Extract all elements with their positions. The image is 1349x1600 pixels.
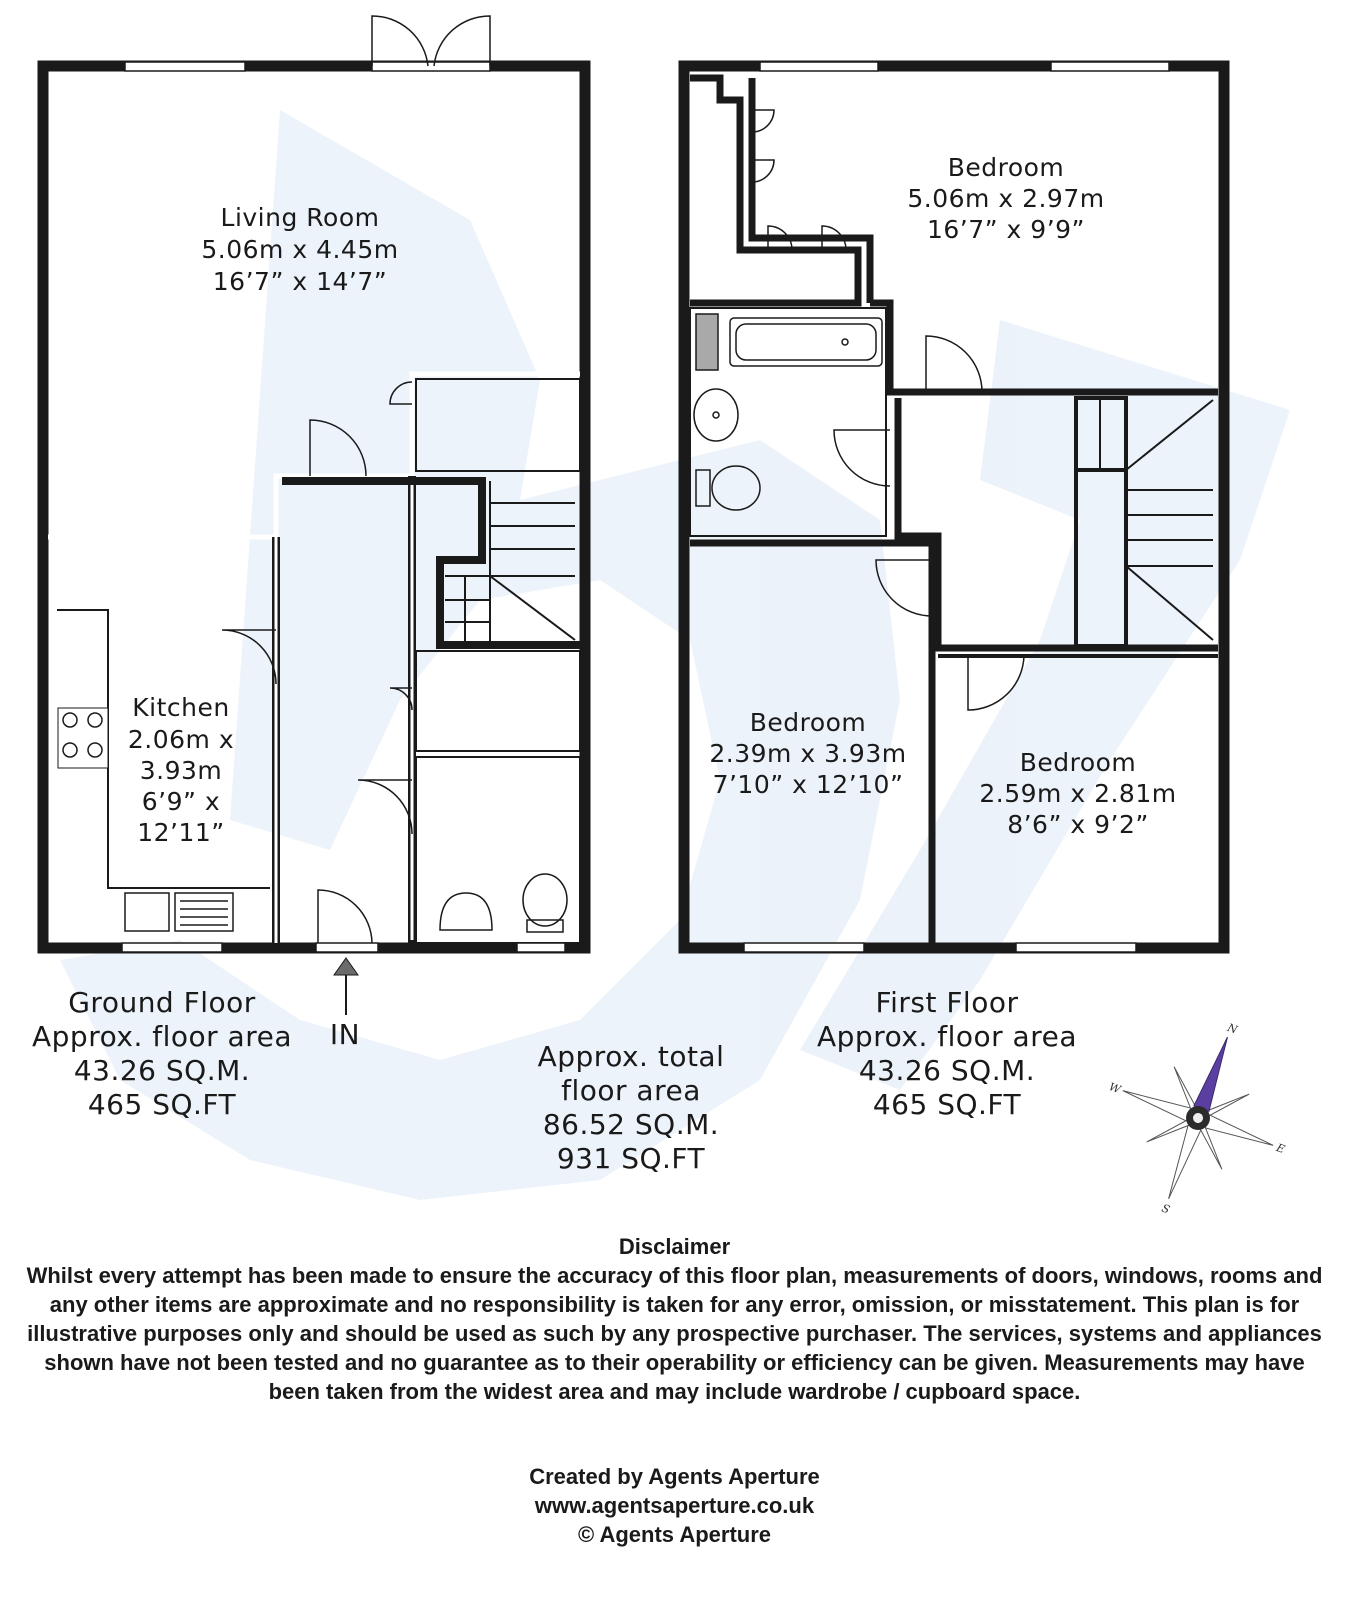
bath-icon — [696, 314, 882, 370]
credits-block — [0, 1462, 1349, 1549]
kitchen-metric-2: 3.93m — [139, 756, 223, 785]
cupboard — [416, 651, 580, 751]
compass-needle — [1194, 1034, 1235, 1111]
toilet-icon — [523, 874, 567, 932]
basin-bowl — [440, 893, 492, 930]
total-area-sqft: 931 SQ.FT — [556, 1142, 706, 1175]
window — [372, 62, 490, 71]
ground-floor-title: Ground Floor — [68, 986, 256, 1019]
credits-line-1: Created by Agents Aperture — [529, 1464, 820, 1489]
toilet-bowl — [523, 874, 567, 926]
bath-drain — [842, 339, 848, 345]
compass-rose-icon — [1074, 990, 1319, 1246]
bedroom-right-imperial: 8’6” x 9’2” — [1007, 810, 1149, 839]
window — [1016, 943, 1136, 952]
bath-tub — [730, 318, 882, 366]
basin-icon — [440, 893, 492, 930]
kitchen-imperial-2: 12’11” — [137, 818, 225, 847]
door-swing — [318, 890, 372, 943]
kitchen-label: Kitchen — [132, 693, 230, 722]
entrance-label: IN — [329, 1018, 361, 1051]
bedroom-left-label: Bedroom — [749, 708, 867, 737]
window — [517, 943, 565, 952]
compass-w: W — [1107, 1080, 1123, 1097]
basin-bowl — [694, 389, 738, 441]
basin-icon — [694, 389, 738, 441]
bedroom-right-label: Bedroom — [1019, 748, 1137, 777]
first-floor-sqft: 465 SQ.FT — [872, 1088, 1022, 1121]
first-floor-area-label: Approx. floor area — [817, 1020, 1077, 1053]
total-area-sqm: 86.52 SQ.M. — [542, 1108, 720, 1141]
door-leaf — [372, 16, 428, 66]
door-swing — [834, 430, 890, 486]
ground-floor-sqft: 465 SQ.FT — [87, 1088, 237, 1121]
bedroom-right-metric: 2.59m x 2.81m — [979, 779, 1177, 808]
front-door-frame — [316, 943, 378, 952]
living-room-imperial: 16’7” x 14’7” — [212, 267, 388, 296]
total-area — [538, 1040, 725, 1175]
bedroom-left-metric: 2.39m x 3.93m — [709, 739, 907, 768]
bedroom-main-imperial: 16’7” x 9’9” — [926, 215, 1086, 244]
door-leaf — [434, 16, 490, 66]
door-swing — [926, 336, 982, 392]
compass-s: S — [1159, 1201, 1172, 1217]
compass-n: N — [1225, 1021, 1240, 1037]
first-floor-sqm: 43.26 SQ.M. — [858, 1054, 1036, 1087]
bedroom-left-imperial: 7’10” x 12’10” — [712, 770, 904, 799]
living-room-label: Living Room — [220, 203, 380, 232]
window — [125, 62, 245, 71]
window — [760, 62, 878, 71]
disclaimer-block — [0, 1232, 1349, 1406]
ground-floor-area-label: Approx. floor area — [32, 1020, 292, 1053]
kitchen-imperial-1: 6’9” x — [141, 787, 221, 816]
sink-icon — [125, 893, 233, 931]
ground-floor-sqm: 43.26 SQ.M. — [73, 1054, 251, 1087]
first-floor-title: First Floor — [875, 986, 1019, 1019]
window — [744, 943, 864, 952]
credits-website-link[interactable]: www.agentsaperture.co.uk — [534, 1493, 815, 1518]
bath-panel — [696, 314, 718, 370]
credits-copyright: © Agents Aperture — [577, 1522, 772, 1547]
bedroom-main-metric: 5.06m x 2.97m — [907, 184, 1105, 213]
basin-drain — [713, 412, 719, 418]
entrance-arrow-icon — [334, 958, 358, 1015]
living-room-metric: 5.06m x 4.45m — [201, 235, 399, 264]
door-swing — [358, 780, 412, 834]
wardrobe-inner-wall — [752, 78, 870, 303]
french-doors — [372, 16, 490, 66]
hob-icon — [58, 708, 108, 768]
disclaimer-body: Whilst every attempt has been made to ensure the accuracy of this floor plan, measurements of doors, windows, rooms and any other items are approximate and no responsibility is taken for any error, omission, or misstatement. This plan is for illustrative purposes only and should be used as such by any prospective purchaser. The services, systems and appliances shown have not been tested and no guarantee as to their operability or efficiency can be given. Measurements may have been taken from the widest area and may include wardrobe / cupboard space. — [26, 1263, 1323, 1404]
window — [122, 943, 222, 952]
disclaimer-title: Disclaimer — [618, 1234, 731, 1259]
sink-basin — [125, 893, 169, 931]
total-area-line2: floor area — [561, 1074, 701, 1107]
kitchen-metric-1: 2.06m x — [127, 725, 235, 754]
bath-inner — [736, 324, 876, 360]
window — [1051, 62, 1169, 71]
total-area-line1: Approx. total — [537, 1040, 725, 1073]
compass-e: E — [1274, 1141, 1287, 1157]
bedroom-main-label: Bedroom — [947, 153, 1065, 182]
